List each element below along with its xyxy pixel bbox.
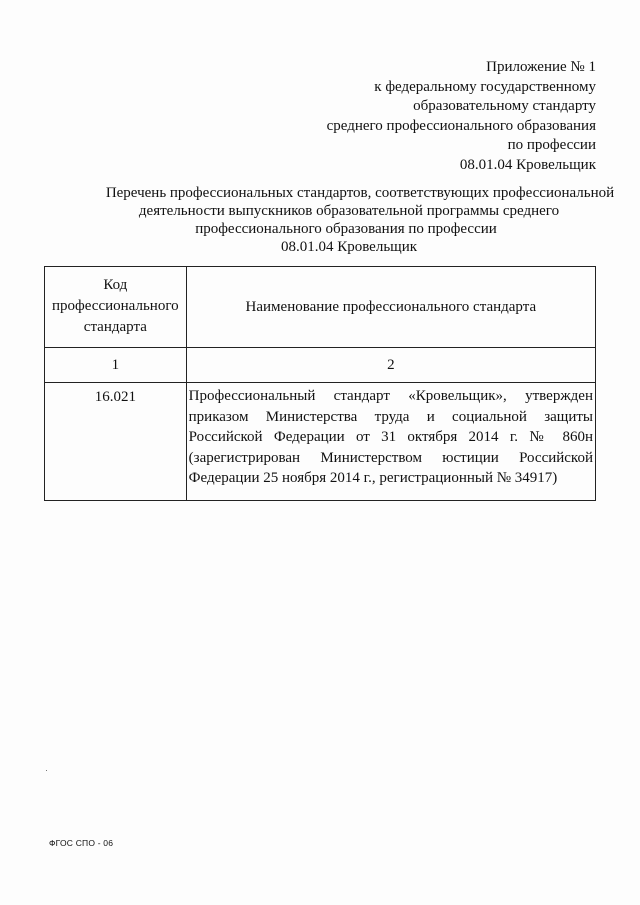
appendix-line: образовательному стандарту [413,98,596,115]
appendix-line: среднего профессионального образования [326,117,596,134]
description-line: Федерации 25 ноября 2014 г., регистрационный № 34917) [188,470,558,486]
appendix-line: по профессии [507,137,596,154]
description-line: (зарегистрирован Министерством юстиции Российской [188,449,593,466]
heading-line: 08.01.04 Кровельщик [280,239,418,255]
heading-line: деятельности выпускников образовательной программы среднего [138,203,560,219]
standard-code: 16.021 [45,383,187,501]
header-code-cell [45,267,187,348]
header-name-cell: Наименование профессионального стандарта [186,267,595,348]
heading-line: профессионального образования по профессии [195,221,497,237]
scan-speck [46,770,47,771]
header-code-line: стандарта [83,319,147,335]
appendix-line: к федеральному государственному [374,78,596,95]
standards-table [44,266,596,501]
appendix-line: Приложение № 1 [486,59,596,75]
standard-description [186,383,595,501]
appendix-line: 08.01.04 Кровельщик [459,156,596,173]
table-numbering-row [45,348,596,383]
column-number: 2 [186,348,595,383]
document-heading [40,184,640,256]
header-code-line: Код [103,277,128,293]
column-number: 1 [45,348,187,383]
description-line: Профессиональный стандарт «Кровельщик», утвержден [188,388,593,404]
appendix-block [327,58,596,176]
table-row [45,383,596,501]
heading-line: Перечень профессиональных стандартов, соответствующих профессиональной [105,185,615,201]
table-header-row [45,267,596,348]
description-line: Российской Федерации от 31 октября 2014 г. № 860н [188,429,593,445]
header-code-line: профессионального [52,298,179,314]
footer-code: ФГОС СПО - 06 [49,838,114,848]
description-line: приказом Министерства труда и социальной защиты [188,408,593,425]
